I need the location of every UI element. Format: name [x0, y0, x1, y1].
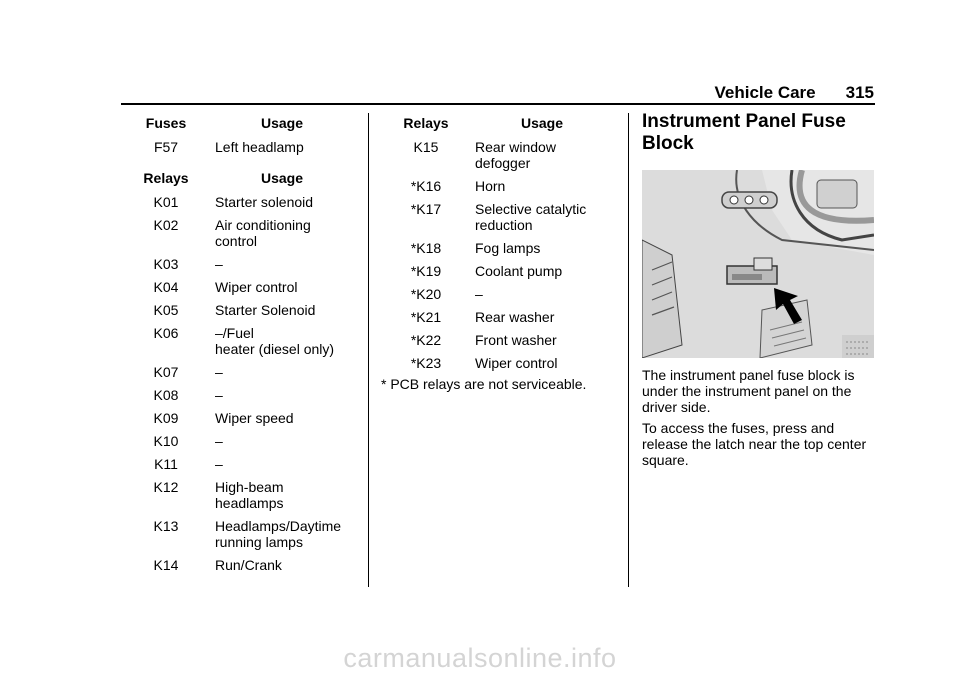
- relay-usage: Left headlamp: [215, 139, 304, 155]
- relay-usage: Run/Crank: [215, 557, 282, 573]
- instrument-panel-illustration: [642, 170, 874, 358]
- table-row: [391, 139, 681, 171]
- relay-id: *K23: [410, 355, 442, 371]
- table-row: [391, 332, 681, 348]
- table-row: [131, 410, 421, 426]
- relay-id: K12: [153, 479, 179, 495]
- footnote: * PCB relays are not serviceable.: [381, 376, 587, 392]
- relay-id: *K22: [410, 332, 442, 348]
- header-fuses: Fuses: [145, 115, 187, 131]
- header-rule: [121, 103, 875, 105]
- relay-usage: –: [215, 387, 223, 403]
- watermark: carmanualsonline.info: [343, 643, 617, 673]
- section-heading: Instrument Panel Fuse Block: [642, 111, 846, 154]
- relay-usage: Headlamps/Daytime running lamps: [215, 518, 342, 550]
- header-relays: Relays: [403, 115, 449, 131]
- table-row: [131, 518, 421, 550]
- relay-usage: Horn: [475, 178, 506, 194]
- header-usage: Usage: [521, 115, 564, 131]
- relay-usage: –: [215, 256, 223, 272]
- paragraph: The instrument panel fuse block is under the instrument panel on the driver side.: [642, 367, 855, 415]
- table-row: [131, 217, 421, 249]
- relay-usage: High-beam headlamps: [215, 479, 284, 511]
- relay-usage: Front washer: [475, 332, 557, 348]
- relay-id: *K21: [410, 309, 442, 325]
- relay-id: K04: [153, 279, 179, 295]
- relay-id: K11: [154, 456, 178, 472]
- relay-usage: –: [215, 433, 223, 449]
- section-title: Vehicle Care: [714, 83, 816, 102]
- table-row: [391, 201, 681, 233]
- table-row: [131, 139, 421, 155]
- relay-usage: Coolant pump: [475, 263, 563, 279]
- paragraph: To access the fuses, press and release the latch near the top center square.: [642, 420, 867, 468]
- header-usage: Usage: [261, 115, 304, 131]
- table-header: [131, 170, 421, 186]
- relay-id: F57: [153, 139, 179, 155]
- relay-usage: –/Fuel heater (diesel only): [215, 325, 335, 357]
- relay-id: *K18: [410, 240, 442, 256]
- table-header: [131, 115, 421, 131]
- table-row: [391, 178, 681, 194]
- relay-usage: Air conditioning control: [215, 217, 311, 249]
- relay-usage: Starter solenoid: [215, 194, 314, 210]
- relay-usage: –: [215, 456, 223, 472]
- table-row: [131, 456, 421, 472]
- relay-id: K10: [153, 433, 179, 449]
- relay-id: K09: [153, 410, 179, 426]
- relay-usage: Rear washer: [475, 309, 555, 325]
- header-usage: Usage: [261, 170, 304, 186]
- table-row: [131, 479, 421, 511]
- relay-id: *K20: [410, 286, 442, 302]
- table-row: [131, 387, 421, 403]
- relay-usage: –: [475, 286, 483, 302]
- relay-table-middle: [391, 115, 681, 378]
- relay-id: K13: [153, 518, 179, 534]
- page-header: [0, 83, 874, 103]
- relay-id: *K16: [410, 178, 442, 194]
- table-row: [131, 256, 421, 272]
- table-row: [391, 263, 681, 279]
- relay-id: K03: [153, 256, 179, 272]
- relay-id: K14: [153, 557, 179, 573]
- relay-usage: Wiper control: [475, 355, 558, 371]
- table-row: [131, 302, 421, 318]
- relay-id: K15: [413, 139, 439, 155]
- header-relays: Relays: [143, 170, 189, 186]
- relay-id: K07: [153, 364, 179, 380]
- table-row: [391, 309, 681, 325]
- table-row: [131, 433, 421, 449]
- relay-usage: –: [215, 364, 223, 380]
- table-row: [131, 194, 421, 210]
- table-row: [131, 325, 421, 357]
- relay-id: K01: [153, 194, 179, 210]
- fuse-relay-table-left: [131, 115, 421, 580]
- relay-id: *K19: [410, 263, 442, 279]
- table-row: [391, 355, 681, 371]
- table-row: [391, 286, 681, 302]
- page-number: 315: [845, 83, 874, 102]
- relay-id: K02: [153, 217, 179, 233]
- relay-usage: Wiper control: [215, 279, 298, 295]
- table-row: [391, 240, 681, 256]
- table-row: [131, 364, 421, 380]
- relay-usage: Rear window defogger: [475, 139, 556, 171]
- relay-id: K08: [153, 387, 179, 403]
- relay-usage: Selective catalytic reduction: [475, 201, 587, 233]
- table-row: [131, 557, 421, 573]
- relay-usage: Fog lamps: [475, 240, 541, 256]
- table-row: [131, 279, 421, 295]
- table-header: [391, 115, 681, 131]
- relay-usage: Wiper speed: [215, 410, 294, 426]
- relay-id: *K17: [410, 201, 442, 217]
- relay-id: K05: [153, 302, 179, 318]
- relay-id: K06: [153, 325, 179, 341]
- relay-usage: Starter Solenoid: [215, 302, 316, 318]
